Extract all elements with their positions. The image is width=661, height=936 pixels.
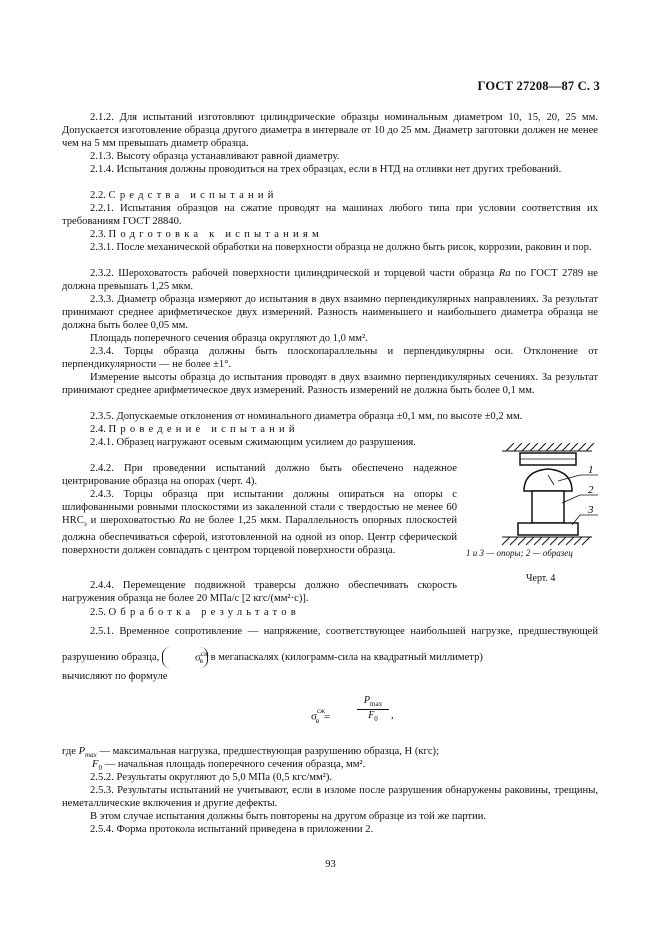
paragraph-2-5-2: 2.5.2. Результаты округляют до 5,0 МПа (0,5 кгс/мм²). [90, 772, 333, 783]
paragraph-2-4-1: 2.4.1. Образец нагружают осевым сжимающим усилием до разрушения. [90, 437, 416, 448]
paragraph-2-4-4: 2.4.4. Перемещение подвижной траверсы должно обеспечивать скорость нагружения образца не более 20 МПа/с [2 кгс/(мм²·с)]. [62, 580, 457, 604]
hrc-subscript: э [83, 520, 87, 529]
document-header: ГОСТ 27208—87 С. 3 [477, 79, 600, 93]
numerator-symbol: P [363, 695, 371, 706]
denominator-symbol: F [368, 710, 375, 721]
top-hatch [502, 443, 594, 451]
f0-subscript: 0 [98, 764, 102, 773]
sigma-char: σ [311, 710, 317, 723]
numerator-subscript: max [370, 700, 383, 708]
formula-fraction [357, 695, 389, 723]
paragraph-2-1-2: 2.1.2. Для испытаний изготовляют цилиндрические образцы номинальным диаметром 10, 15, 20, 25 мм. Допускается изготовление образца другого диаметра в интервале от 10 до 25 мм. Диаметр заготовки должен не менее чем на 5 мм превышать диаметр образца. [62, 112, 598, 149]
text-run: не более 1,25 мкм. Параллельность опорных плоскостей должна обеспечиваться сферой, изготовленной на одной из опор. Центр сферической поверхности должен совпадать с центром торцевой поверхности образца. [62, 515, 457, 557]
section-heading-2-2 [62, 189, 598, 202]
label-1: 1 [588, 464, 594, 476]
figure-4-diagram [462, 443, 622, 633]
text-run: 2.3.2. Шероховатость рабочей поверхности цилиндрической и торцевой части образца [90, 268, 499, 279]
figure-caption: 1 и 3 — опоры; 2 — образец [466, 548, 573, 558]
section-heading-2-3 [62, 228, 598, 241]
section-number: 2.3. [90, 229, 106, 240]
section-heading-2-4 [62, 423, 598, 436]
paragraph-2-5-3: 2.5.3. Результаты испытаний не учитывают, если в изломе после разрушения обнаружены раковины, трещины, неметаллические включения и другие дефекты. [62, 785, 598, 809]
sigma-sup: сж [316, 707, 325, 715]
sigma-char: σ [194, 652, 201, 664]
text-run: в мегапаскалях (килограмм-сила на квадратный миллиметр) [207, 652, 483, 663]
ra-symbol: Ra [498, 268, 511, 279]
text-run: 2.5.1. Временное сопротивление — напряжение, соответствующее наибольшей нагрузке, предшествующей разрушению образца, [62, 626, 598, 663]
denominator-subscript: 0 [374, 715, 378, 723]
sigma-sub: в [199, 657, 203, 666]
formula-comma: , [391, 709, 394, 721]
section-number: 2.4. [90, 424, 106, 435]
section-title: Подготовка к испытаниям [108, 229, 323, 240]
paragraph-2-1-4: 2.1.4. Испытания должны проводиться на трех образцах, если в НТД на отливки нет других требований. [90, 164, 562, 175]
sigma-sub: в [315, 716, 320, 725]
paragraph-2-3-3-area: Площадь поперечного сечения образца округляют до 1,0 мм². [90, 333, 368, 344]
section-title: Средства испытаний [108, 190, 278, 201]
paragraph-2-3-5: 2.3.5. Допускаемые отклонения от номинального диаметра образца ±0,1 мм, по высоте ±0,2 мм. [90, 411, 523, 422]
paragraph-2-5-4: 2.5.4. Форма протокола испытаний приведена в приложении 2. [90, 824, 374, 835]
bottom-hatch [502, 537, 592, 545]
ra-symbol: Ra [178, 515, 191, 526]
spherical-support [524, 469, 572, 491]
pmax-subscript: max [85, 751, 97, 760]
paragraph-2-4-3 [62, 488, 457, 557]
page-number: 93 [325, 859, 336, 870]
label-3: 3 [588, 504, 594, 516]
text-run: — начальная площадь поперечного сечения образца, мм². [101, 759, 366, 770]
paragraph-2-2-1: 2.2.1. Испытания образцов на сжатие проводят на машинах любого типа при условии соответствия их требованиям ГОСТ 28840. [62, 203, 598, 227]
paragraph-2-5-1-lead: вычисляют по формуле [62, 671, 168, 682]
paragraph-2-3-4-height: Измерение высоты образца до испытания проводят в двух взаимно перпендикулярных сечениях. За результат принимают среднее арифметическое двух измерений. Разность измерений не должна быть более 0,1 мм. [62, 372, 598, 396]
f0-symbol: F [92, 759, 99, 770]
paragraph-2-3-3: 2.3.3. Диаметр образца измеряют до испытания в двух взаимно перпендикулярных направлениях. За результат принимают среднее арифметическое двух измерений. Разность наименьшего и наибольшего диаметра образца не должна быть более 0,05 мм. [62, 294, 598, 331]
text-run: и шероховатостью [86, 515, 179, 526]
sigma-symbol-inline [162, 647, 208, 669]
paragraph-2-1-3: 2.1.3. Высоту образца устанавливают равной диаметру. [90, 151, 340, 162]
lower-support [518, 523, 578, 535]
section-title: Обработка результатов [108, 607, 300, 618]
formula-lhs [311, 709, 330, 725]
sigma-sup: сж [200, 649, 209, 658]
text-run: 2.4.3. Торцы образца при испытании должны опираться на опоры с шлифованными ровными плоскостями из закаленной стали с твердостью не менее 60 HRC [62, 489, 457, 526]
text-run: где [62, 746, 79, 757]
text-run: по ГОСТ 2789 не должна превышать 1,25 мкм. [62, 268, 599, 292]
label-2: 2 [588, 484, 594, 496]
text-run: — максимальная нагрузка, предшествующая разрушению образца, Н (кгс); [96, 746, 440, 757]
specimen [532, 491, 564, 523]
paragraph-2-3-4: 2.3.4. Торцы образца должны быть плоскопараллельны и перпендикулярны оси. Отклонение от перпендикулярности — не более ±1°. [62, 346, 598, 370]
paragraph-2-3-2 [62, 267, 598, 293]
section-number: 2.5. [90, 607, 106, 618]
paragraph-2-4-2: 2.4.2. При проведении испытаний должно быть обеспечено надежное центрирование образца на опорах (черт. 4). [62, 463, 457, 487]
figure-title: Черт. 4 [526, 573, 556, 584]
equals-sign: = [323, 710, 331, 723]
paragraph-2-5-3-repeat: В этом случае испытания должны быть повторены на другом образце из той же партии. [90, 811, 487, 822]
section-title: Проведение испытаний [108, 424, 299, 435]
paragraph-2-3-1: 2.3.1. После механической обработки на поверхности образца не должно быть рисок, коррозии, раковин и пор. [90, 242, 592, 253]
section-number: 2.2. [90, 190, 106, 201]
pmax-symbol: P [78, 746, 86, 757]
